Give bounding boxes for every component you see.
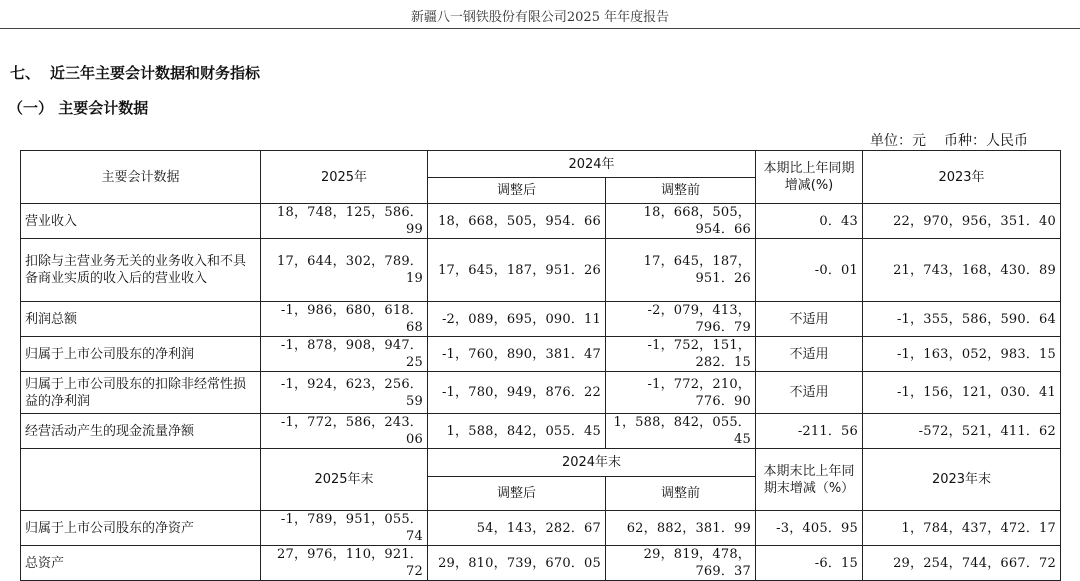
row-label: 归属于上市公司股东的净资产 bbox=[21, 511, 261, 546]
value-2024-after: 1，588，842，055．45 bbox=[428, 414, 606, 449]
value-change: -6．15 bbox=[756, 546, 863, 581]
value-change: -3，405．95 bbox=[756, 511, 863, 546]
value-change: -211．56 bbox=[756, 414, 863, 449]
table-row bbox=[21, 204, 1061, 239]
header-2024: 2024年 bbox=[428, 151, 756, 178]
table-row bbox=[21, 302, 1061, 337]
row-label: 总资产 bbox=[21, 546, 261, 581]
row-label: 营业收入 bbox=[21, 204, 261, 239]
value-2023: 1，784，437，472．17 bbox=[863, 511, 1061, 546]
value-2024-before: -1，772，210，776．90 bbox=[606, 372, 756, 414]
header2-change: 本期末比上年同期末增减（%） bbox=[756, 449, 863, 511]
accounting-data-table bbox=[20, 150, 1061, 581]
header-2023: 2023年 bbox=[863, 151, 1061, 204]
value-2024-before: 17，645，187，951．26 bbox=[606, 239, 756, 302]
value-2024-after: -2，089，695，090．11 bbox=[428, 302, 606, 337]
value-2023: 29，254，744，667．72 bbox=[863, 546, 1061, 581]
subsection-heading: （一） 主要会计数据 bbox=[8, 99, 149, 117]
header-rule bbox=[0, 28, 1080, 29]
table-row bbox=[21, 337, 1061, 372]
table-row bbox=[21, 239, 1061, 302]
row-label: 经营活动产生的现金流量净额 bbox=[21, 414, 261, 449]
section-title: 近三年主要会计数据和财务指标 bbox=[50, 64, 261, 82]
header-item: 主要会计数据 bbox=[21, 151, 261, 204]
header-adjusted-after: 调整后 bbox=[428, 178, 606, 204]
value-change: 不适用 bbox=[756, 372, 863, 414]
table-row bbox=[21, 414, 1061, 449]
table-row bbox=[21, 511, 1061, 546]
value-2025: -1，878，908，947．25 bbox=[261, 337, 428, 372]
value-2025: -1，772，586，243．06 bbox=[261, 414, 428, 449]
value-2025: -1，986，680，618．68 bbox=[261, 302, 428, 337]
page-header: 新疆八一钢铁股份有限公司2025 年年度报告 bbox=[410, 10, 670, 25]
currency-label: 币种：人民币 bbox=[944, 133, 1028, 149]
header2-adjusted-before: 调整前 bbox=[606, 477, 756, 511]
value-2025: 18，748，125，586．99 bbox=[261, 204, 428, 239]
value-change: 0．43 bbox=[756, 204, 863, 239]
value-2023: 21，743，168，430．89 bbox=[863, 239, 1061, 302]
table-row bbox=[21, 546, 1061, 581]
value-2024-before: 29，819，478，769．37 bbox=[606, 546, 756, 581]
value-2025: -1，789，951，055．74 bbox=[261, 511, 428, 546]
value-2024-before: 18，668，505，954．66 bbox=[606, 204, 756, 239]
value-2024-after: 29，810，739，670．05 bbox=[428, 546, 606, 581]
value-2025: 27，976，110，921．72 bbox=[261, 546, 428, 581]
value-2023: -1，156，121，030．41 bbox=[863, 372, 1061, 414]
unit-label: 单位：元 bbox=[870, 133, 926, 149]
value-2023: -1，163，052，983．15 bbox=[863, 337, 1061, 372]
value-change: -0．01 bbox=[756, 239, 863, 302]
header2-2025: 2025年末 bbox=[261, 449, 428, 511]
row-label: 归属于上市公司股东的净利润 bbox=[21, 337, 261, 372]
header2-adjusted-after: 调整后 bbox=[428, 477, 606, 511]
row-label: 扣除与主营业务无关的业务收入和不具备商业实质的收入后的营业收入 bbox=[21, 239, 261, 302]
header-adjusted-before: 调整前 bbox=[606, 178, 756, 204]
value-2024-before: 1，588，842，055．45 bbox=[606, 414, 756, 449]
header2-2023: 2023年末 bbox=[863, 449, 1061, 511]
value-2024-before: 62，882，381．99 bbox=[606, 511, 756, 546]
value-2024-before: -2，079，413，796．79 bbox=[606, 302, 756, 337]
value-change: 不适用 bbox=[756, 337, 863, 372]
value-change: 不适用 bbox=[756, 302, 863, 337]
value-2024-before: -1，752，151，282．15 bbox=[606, 337, 756, 372]
value-2024-after: 17，645，187，951．26 bbox=[428, 239, 606, 302]
header-change: 本期比上年同期增减(%) bbox=[756, 151, 863, 204]
value-2024-after: -1，780，949，876．22 bbox=[428, 372, 606, 414]
table-row bbox=[21, 372, 1061, 414]
row-label: 利润总额 bbox=[21, 302, 261, 337]
header-2025: 2025年 bbox=[261, 151, 428, 204]
value-2023: -1，355，586，590．64 bbox=[863, 302, 1061, 337]
header2-2024: 2024年末 bbox=[428, 449, 756, 477]
value-2023: -572，521，411．62 bbox=[863, 414, 1061, 449]
value-2023: 22，970，956，351．40 bbox=[863, 204, 1061, 239]
value-2024-after: 18，668，505，954．66 bbox=[428, 204, 606, 239]
section-heading bbox=[10, 62, 260, 83]
header2-item-blank bbox=[21, 449, 261, 511]
section-number: 七、 bbox=[10, 64, 41, 82]
value-2025: -1，924，623，256．59 bbox=[261, 372, 428, 414]
value-2024-after: 54，143，282．67 bbox=[428, 511, 606, 546]
row-label: 归属于上市公司股东的扣除非经常性损益的净利润 bbox=[21, 372, 261, 414]
value-2025: 17，644，302，789．19 bbox=[261, 239, 428, 302]
value-2024-after: -1，760，890，381．47 bbox=[428, 337, 606, 372]
unit-line bbox=[870, 130, 1028, 150]
